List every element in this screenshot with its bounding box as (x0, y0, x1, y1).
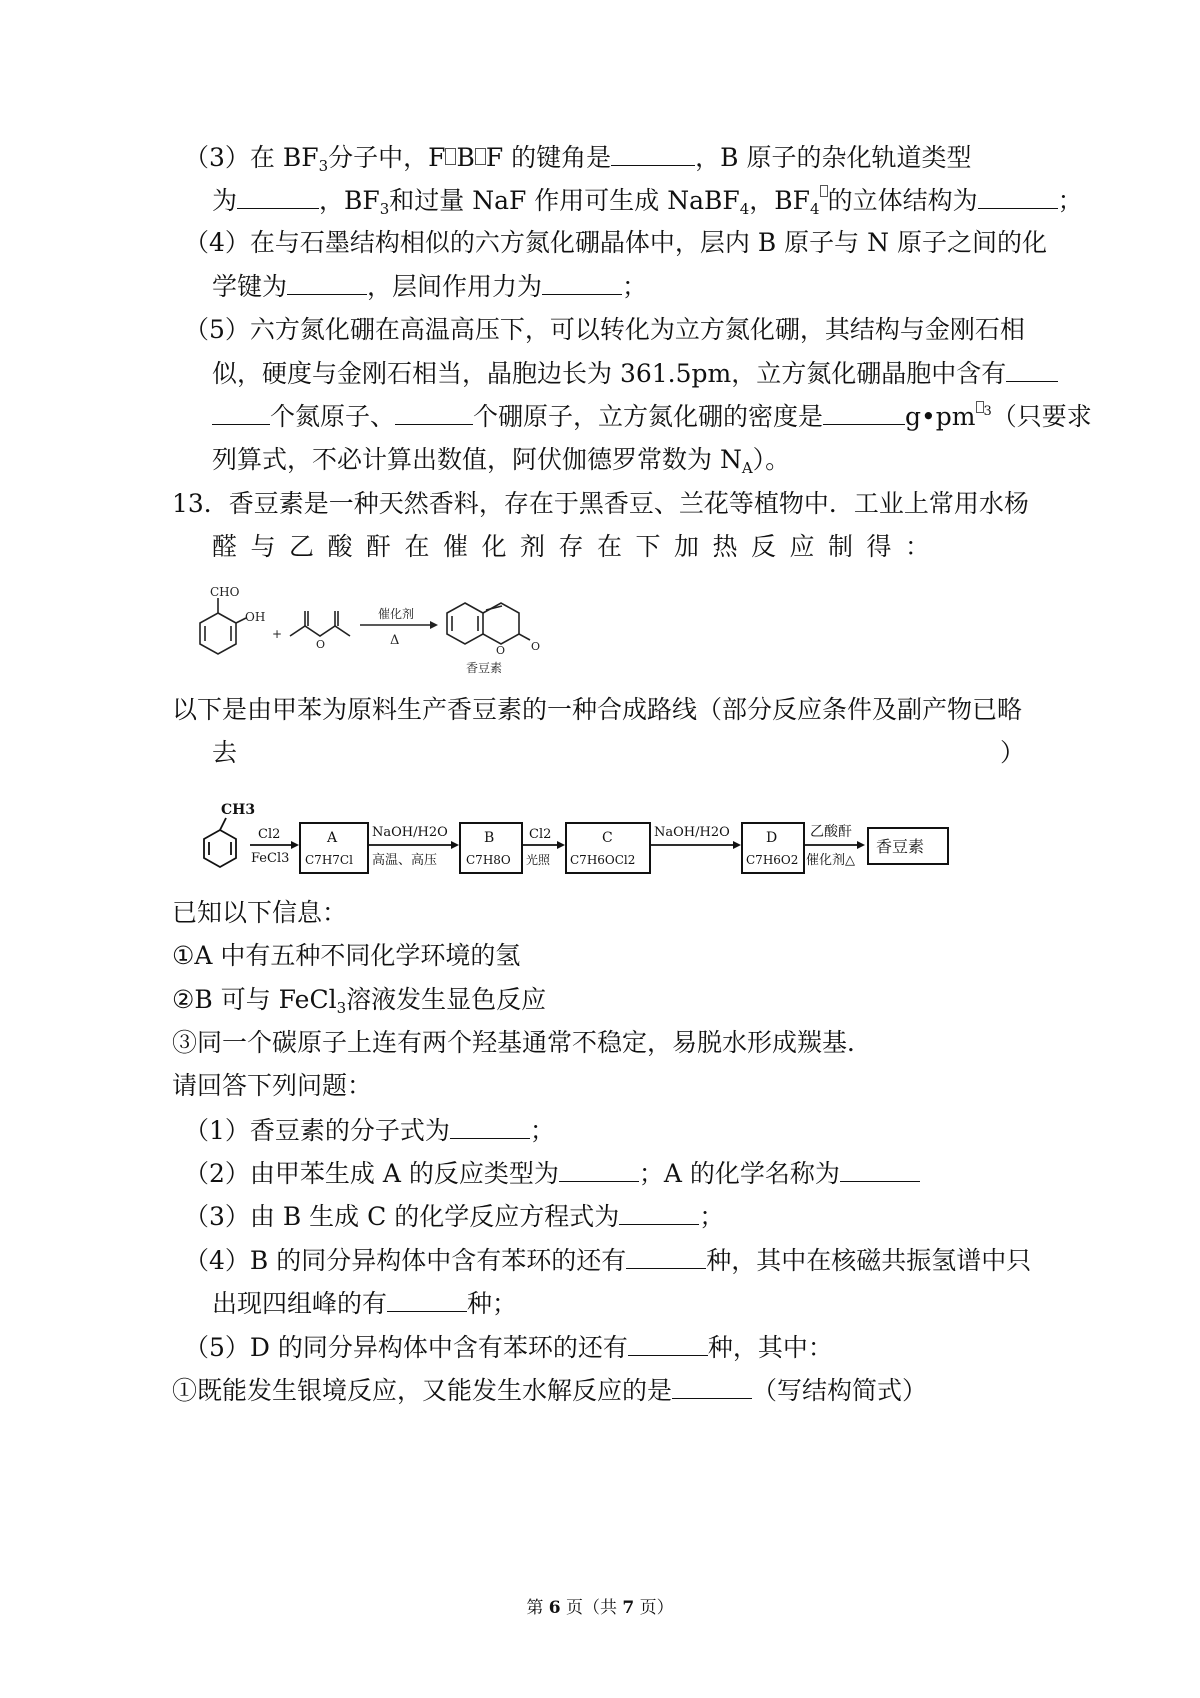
known-info-2: ②B 可与 FeCl$_3$溶液发生显色反应 (172, 985, 547, 1017)
q13-intro-line1: 13．香豆素是一种天然香料，存在于黑香豆、兰花等植物中．工业上常用水杨 (172, 489, 1029, 518)
answer-blank[interactable] (450, 1110, 530, 1139)
known-info-title: 已知以下信息： (172, 898, 348, 927)
missing-glyph-box (976, 401, 984, 413)
step5-reagent: 乙酸酐 (810, 824, 852, 840)
answer-blank[interactable] (212, 396, 270, 425)
answer-blank[interactable] (387, 1283, 467, 1312)
answer-blank[interactable] (619, 1196, 699, 1225)
arrow-head (291, 841, 299, 849)
answer-blank[interactable] (823, 396, 905, 425)
answer-prompt: 请回答下列问题： (172, 1071, 373, 1100)
arrow-head (451, 841, 459, 849)
q12-part5-line1: （5）六方氮化硼在高温高压下，可以转化为立方氮化硼，其结构与金刚石相 (184, 315, 1025, 344)
compound-d-formula: C7H6O2 (746, 853, 799, 867)
q13-route-line1: 以下是由甲苯为原料生产香豆素的一种合成路线（部分反应条件及副产物已略 (172, 695, 1023, 724)
missing-glyph-box (475, 148, 486, 165)
arrow-head (857, 841, 865, 849)
coumarin-name-label: 香豆素 (466, 661, 503, 675)
answer-blank[interactable] (559, 1153, 639, 1182)
synthesis-route-diagram (196, 790, 966, 880)
q12-part3-line2: 为 ，$BF_3$和过量 NaF 作用可生成 NaBF$_4$，$BF_4$ 的立体结构为 ； (212, 180, 1083, 221)
cho-label: CHO (210, 585, 240, 599)
final-product-label: 香豆素 (876, 837, 925, 856)
q13-part5-item1: ①既能发生银境反应，又能发生水解反应的是 （写结构简式） (172, 1370, 927, 1411)
compound-c-label: C (602, 830, 613, 846)
plus-sign: + (272, 627, 283, 641)
compound-a-formula: C7H7Cl (305, 853, 353, 867)
step5-conditions: 催化剂△ (806, 853, 855, 868)
q13-part4-line1: （4）B 的同分异构体中含有苯环的还有 种，其中在核磁共振氢谱中只 (184, 1240, 1031, 1281)
q13-route-line2: 去 (212, 738, 238, 767)
answer-blank[interactable] (611, 137, 695, 166)
arrow-head (557, 841, 565, 849)
coumarin-carbonyl-o: O (531, 640, 541, 653)
q12-part5-line2: 似，硬度与金刚石相当，晶胞边长为 361.5pm，立方氮化硼晶胞中含有 (212, 353, 1058, 394)
page-footer: 第 6 页（共 7 页） (526, 1598, 674, 1618)
step2-reagent: NaOH/H2O (372, 825, 448, 840)
q13-part5: （5）D 的同分异构体中含有苯环的还有 种，其中： (184, 1327, 833, 1368)
compound-b-formula: C7H8O (466, 853, 511, 867)
answer-blank[interactable] (237, 180, 319, 209)
ch3-label: CH3 (221, 802, 256, 818)
compound-b-label: B (484, 830, 495, 846)
step3-conditions: 光照 (526, 853, 551, 867)
q12-part5-line3: 个氮原子、 个硼原子，立方氮化硼的密度是 g•pm $^3$（只要求 (212, 396, 1092, 437)
anhydride-o-label: O (316, 638, 326, 651)
q13-intro-line2: 醛与乙酸酐在催化剂存在下加热反应制得： (212, 532, 944, 561)
answer-blank[interactable] (395, 396, 473, 425)
answer-blank[interactable] (672, 1370, 752, 1399)
missing-glyph-box (820, 185, 828, 197)
answer-blank[interactable] (287, 266, 367, 295)
answer-blank[interactable] (978, 180, 1058, 209)
q13-part3: （3）由 B 生成 C 的化学反应方程式为 ； (184, 1196, 724, 1237)
toluene-structure (204, 818, 236, 867)
coumarin-structure (447, 603, 530, 644)
salicylaldehyde-structure (200, 598, 246, 654)
heat-symbol: Δ (390, 633, 400, 648)
answer-blank[interactable] (628, 1327, 708, 1356)
coumarin-ring-o: O (496, 644, 506, 657)
q12-part5-line4: 列算式，不必计算出数值，阿伏伽德罗常数为 $N_A$）。 (212, 445, 791, 477)
q12-part3-line1: （3）在 $BF_3$分子中，F B F 的键角是 ，B 原子的杂化轨道类型 (184, 137, 971, 178)
acetic-anhydride-structure (290, 611, 350, 636)
coumarin-reaction-diagram (190, 578, 560, 678)
q12-part4-line1: （4）在与石墨结构相似的六方氮化硼晶体中，层内 B 原子与 N 原子之间的化 (184, 228, 1047, 257)
step1-catalyst: FeCl3 (251, 851, 290, 866)
known-info-3: ③同一个碳原子上连有两个羟基通常不稳定，易脱水形成羰基． (172, 1028, 873, 1057)
answer-blank[interactable] (1006, 353, 1058, 382)
q12-part4-line2: 学键为 ，层间作用力为 ； (212, 266, 647, 307)
q13-part4-line2: 出现四组峰的有 种； (212, 1283, 517, 1324)
step1-reagent: Cl2 (258, 827, 281, 842)
compound-a-label: A (327, 830, 338, 846)
compound-d-label: D (766, 830, 778, 846)
step2-conditions: 高温、高压 (372, 853, 438, 868)
oh-label: OH (245, 610, 266, 624)
q13-route-line2-close: ） (1000, 738, 1026, 767)
q13-part1: （1）香豆素的分子式为 ； (184, 1110, 555, 1151)
answer-blank[interactable] (542, 266, 622, 295)
arrow-head (733, 841, 741, 849)
missing-glyph-box (445, 148, 456, 165)
arrow-head (430, 621, 438, 629)
step3-reagent: Cl2 (529, 827, 552, 842)
answer-blank[interactable] (840, 1153, 920, 1182)
step4-reagent: NaOH/H2O (654, 825, 730, 840)
known-info-1: ①A 中有五种不同化学环境的氢 (172, 941, 521, 970)
compound-c-formula: C7H6OCl2 (570, 853, 636, 867)
answer-blank[interactable] (626, 1240, 706, 1269)
catalyst-label: 催化剂 (378, 607, 415, 621)
q13-part2: （2）由甲苯生成 A 的反应类型为 ；A 的化学名称为 (184, 1153, 920, 1194)
